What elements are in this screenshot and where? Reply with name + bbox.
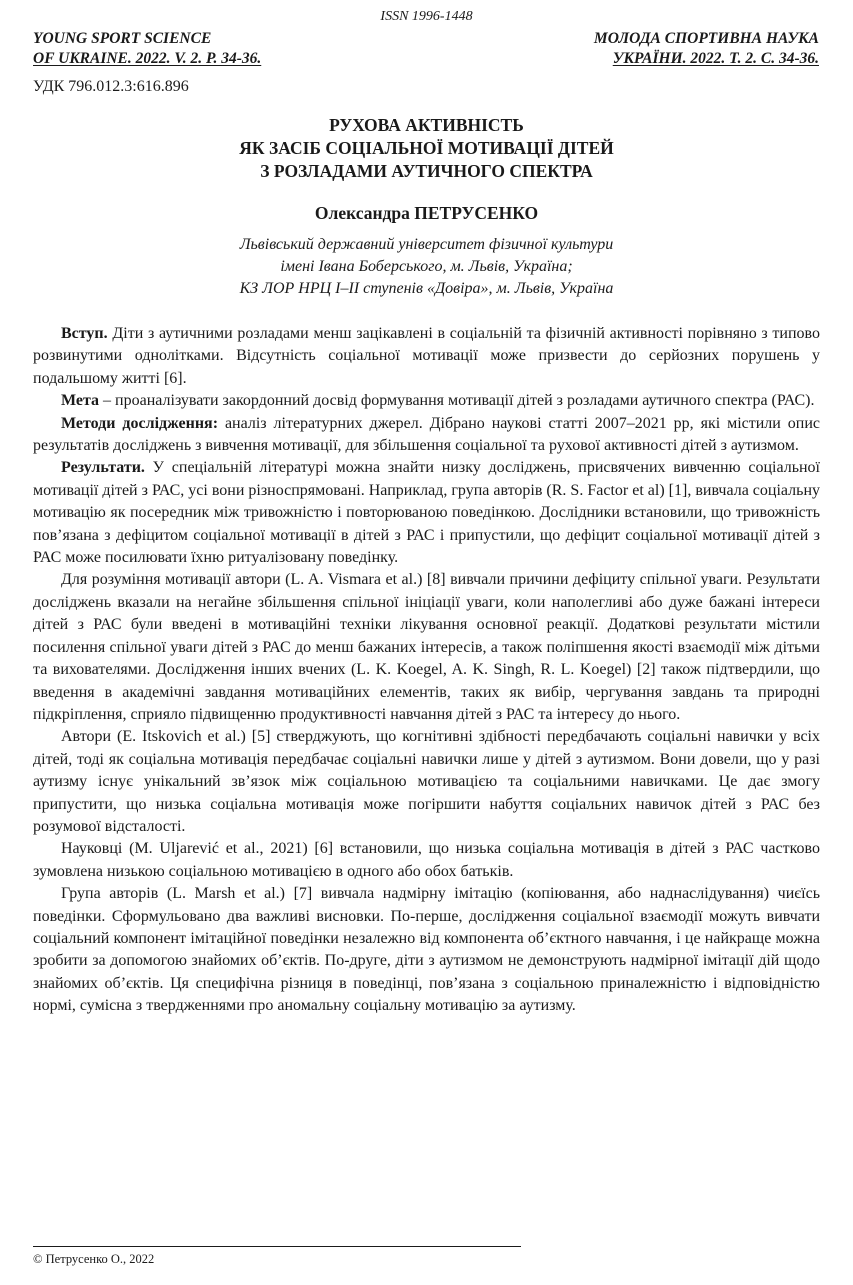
- paragraph-results-5: [33, 883, 820, 1017]
- journal-name-uk: МОЛОДА СПОРТИВНА НАУКА: [593, 30, 819, 47]
- paragraph-text: Для розуміння мотивації автори (L. A. Vismara et al.) [8] вивчали причини дефіциту спільної уваги. Результати досліджень вказали на негайне збільшення спільної ініціації уваги, коли наполегливі або дуже бажані інтереси дітей з РАС були введені в мотиваційні техніки лікування основної реакції. Додаткові результати містили посилення спільної уваги дітей з РАС до менш бажаних інтересів, а також поліпшення якості взаємодії між дітьми та вихователями. Дослідження інших вчених (L. K. Koegel, A. K. Singh, R. L. Koegel) [2] також підтвердили, що введення в академічні завдання мотиваційних елементів, таких як вибір, чергування завдань та природні підкріплення, сприяло підвищенню продуктивності навчання дітей з РАС та інтересу до нього.: [33, 571, 820, 723]
- affiliation: [0, 234, 853, 300]
- paragraph-text: У спеціальній літературі можна знайти низку досліджень, присвячених вивченню соціальної мотивації дітей з РАС, усі вони різноспрямовані. Наприклад, група авторів (R. S. Factor et al) [1], вивчала соціальну мотивацію як посередник між тривожністю і повторюваною поведінкою. Дослідники встановили, що тривожність пов’язана з дефіцитом соціальної мотивації в дітей з РАС і припустили, що дефіцит соціальної мотивації дітей з РАС може посилювати їхню ритуалізовану поведінку.: [33, 459, 820, 567]
- paragraph-text: Науковці (M. Uljarević et al., 2021) [6] встановили, що низька соціальна мотивація в дітей з РАС частково зумовлена низькою соціальною мотивацією в одного або обох батьків.: [33, 840, 820, 880]
- paragraph-introduction: [33, 323, 820, 390]
- paragraph-lead: Методи дослідження:: [61, 414, 219, 432]
- paragraph-text: Діти з аутичними розладами менш зацікавлені в соціальній та фізичній активності порівняно з типово розвинутими однолітками. Відсутність соціальної мотивації може призвести до серйозних порушень у подальшому житті [6].: [33, 325, 820, 387]
- paragraph-text: Група авторів (L. Marsh et al.) [7] вивчала надмірну імітацію (копіювання, або наднаслідування) чиєїсь поведінки. Сформульовано два важливі висновки. По-перше, дослідження соціальної взаємодії можуть вивчати соціальний компонент імітаційної поведінки незалежно від компонента об’єктного навчання, і це найкраще можна зробити за допомогою знайомих об’єктів. По-друге, діти з аутизмом не демонструють надмірної імітації дій щодо знайомих об’єктів. Ця специфічна різниця в поведінці, пов’язана з соціальною приналежністю і відповідністю нормі, сумісна з твердженнями про аномальну соціальну мотивацію за аутизму.: [33, 885, 820, 1015]
- author-name: Олександра ПЕТРУСЕНКО: [314, 203, 539, 223]
- paragraph-methods: [33, 413, 820, 458]
- affiliation-line-3: КЗ ЛОР НРЦ І–ІІ ступенів «Довіра», м. Львів, Україна: [239, 280, 614, 297]
- paragraph-lead: Вступ.: [61, 325, 108, 342]
- paragraph-lead: Результати.: [61, 459, 145, 477]
- article-title: [0, 114, 853, 183]
- journal-name-en: YOUNG SPORT SCIENCE: [33, 30, 212, 47]
- copyright-notice: © Петрусенко О., 2022: [33, 1252, 155, 1266]
- paragraph-results-2: [33, 569, 820, 726]
- affiliation-line-1: Львівський державний університет фізичної культури: [239, 236, 614, 253]
- paragraph-lead: Мета: [61, 392, 100, 410]
- paragraph-aim: [33, 390, 820, 412]
- paragraph-results: [33, 457, 820, 569]
- title-line-1: РУХОВА АКТИВНІСТЬ: [329, 115, 524, 135]
- affiliation-line-2: імені Івана Боберського, м. Львів, Україна;: [280, 258, 573, 275]
- journal-citation-uk: УКРАЇНИ. 2022. Т. 2. С. 34-36.: [612, 50, 819, 67]
- journal-header-ukrainian: [594, 29, 819, 69]
- footnote-divider: [33, 1246, 521, 1247]
- issn-number: ISSN 1996-1448: [380, 9, 473, 24]
- journal-citation-en: OF UKRAINE. 2022. V. 2. P. 34-36.: [33, 50, 262, 67]
- paragraph-results-4: [33, 838, 820, 883]
- paragraph-text: Автори (E. Itskovich et al.) [5] стверджують, що когнітивні здібності передбачають соціальні навички у всіх дітей, тоді як соціальна мотивація передбачає соціальні навички лише у дітей з аутизмом. Вони довели, що у разі аутизму існує унікальний зв’язок між соціальною мотивацією та соціальними навичками. Це дає змогу припустити, що низька соціальна мотивація може погіршити набуття соціальних навичок дітей з РАС без розумової відсталості.: [33, 728, 820, 835]
- journal-header-english: [33, 29, 261, 69]
- paragraph-text: – проаналізувати закордонний досвід формування мотивації дітей з розладами аутичного спектра (РАС).: [99, 392, 815, 410]
- udc-code: УДК 796.012.3:616.896: [33, 78, 189, 95]
- article-body: [33, 323, 820, 1018]
- paragraph-text: аналіз літературних джерел. Дібрано наукові статті 2007–2021 рр, які містили опис результатів досліджень з вивчення мотивації, для збільшення соціальної та рухової активності дітей з аутизмом.: [33, 414, 820, 455]
- title-line-3: З РОЗЛАДАМИ АУТИЧНОГО СПЕКТРА: [260, 161, 593, 181]
- title-line-2: ЯК ЗАСІБ СОЦІАЛЬНОЇ МОТИВАЦІЇ ДІТЕЙ: [239, 138, 614, 158]
- paragraph-results-3: [33, 726, 820, 838]
